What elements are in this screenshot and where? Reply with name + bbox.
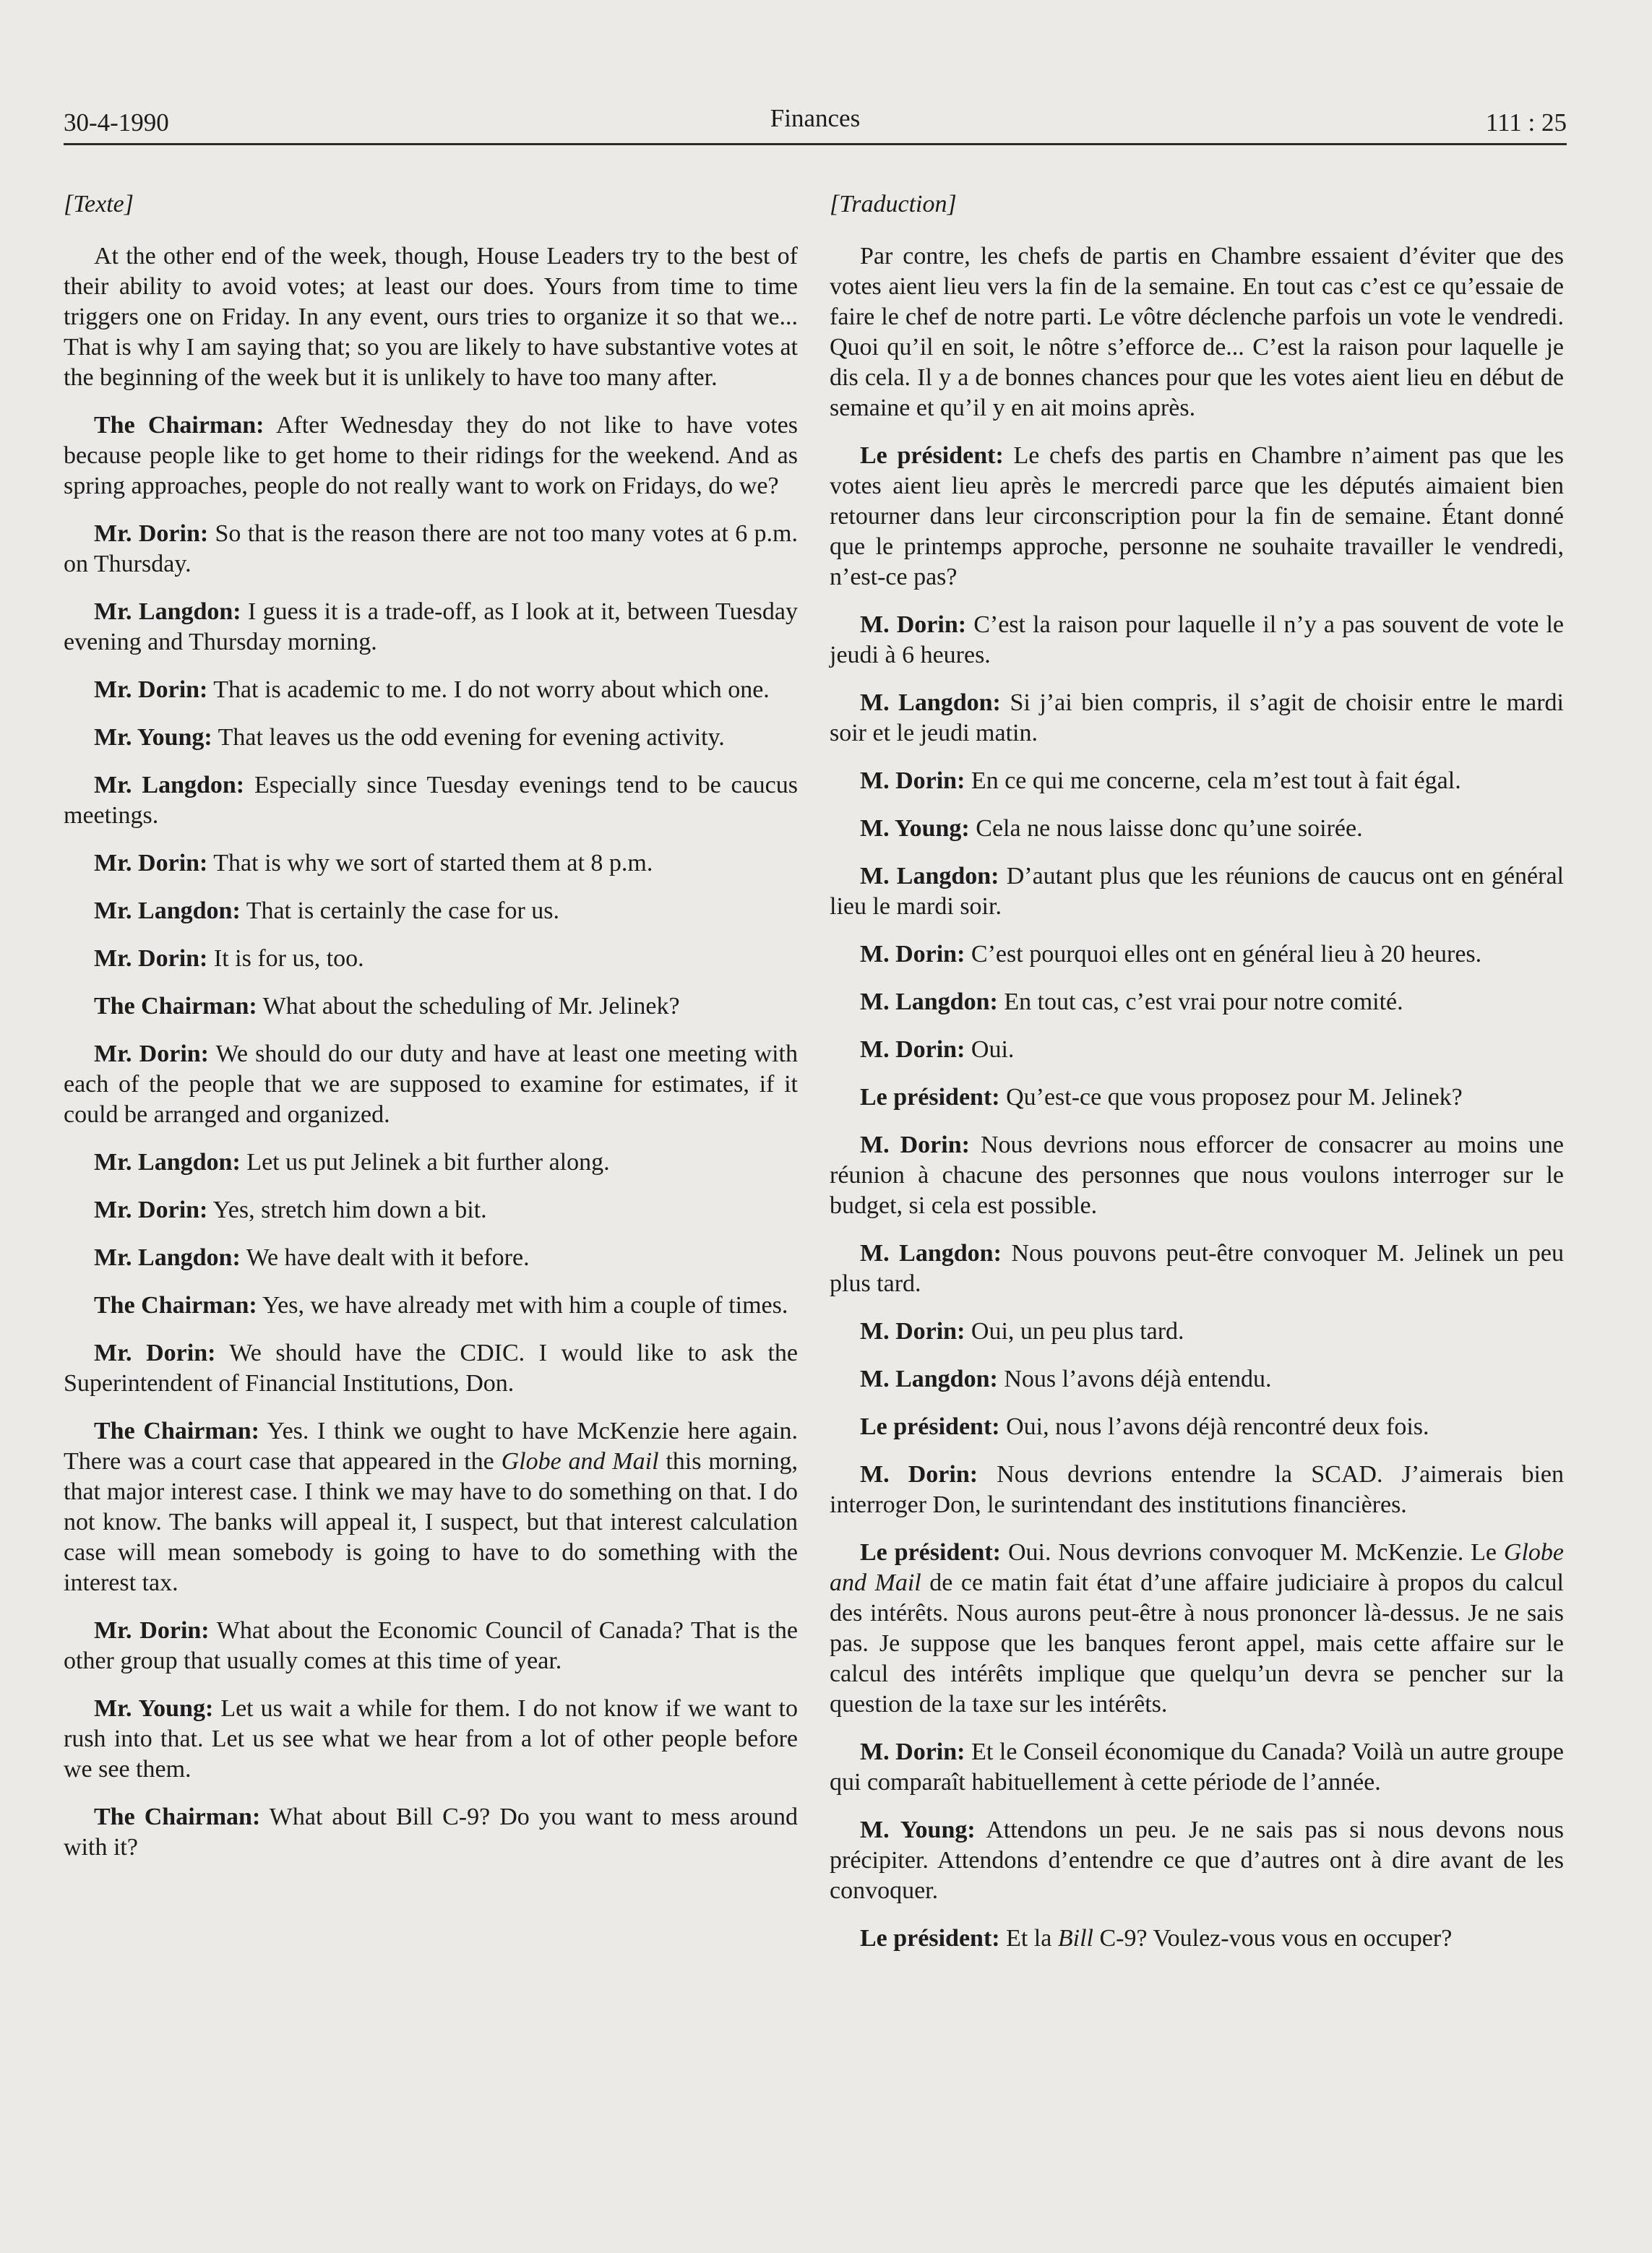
dialogue-paragraph bbox=[64, 991, 798, 1022]
speaker-name: M. Langdon: bbox=[860, 988, 998, 1015]
header-title: Finances bbox=[770, 104, 861, 132]
paragraph-text: Si j’ai bien compris, il s’agit de choisir entre le mardi soir et le jeudi matin. bbox=[830, 689, 1565, 746]
dialogue-paragraph bbox=[64, 1694, 798, 1785]
dialogue-paragraph bbox=[64, 723, 798, 753]
dialogue-paragraph bbox=[830, 1460, 1564, 1520]
paragraph-text: Especially since Tuesday evenings tend to be caucus meetings. bbox=[64, 772, 799, 829]
dialogue-paragraph bbox=[64, 597, 798, 658]
speaker-name: Le président: bbox=[860, 442, 1004, 469]
speaker-name: Mr. Dorin: bbox=[94, 1197, 208, 1223]
dialogue-paragraph bbox=[64, 1039, 798, 1130]
speaker-name: M. Dorin: bbox=[860, 611, 967, 638]
paragraph-text: Yes. I think we ought to have McKenzie here again. There was a court case that appeared in the Globe and Mail this morning, that major interest case. I think we may have to do something on that. I do not know. The banks will appeal it, I suspect, but that interest calculation case will mean somebody is going to have to do something with the interest tax. bbox=[64, 1418, 798, 1596]
paragraph-text: Par contre, les chefs de partis en Chambre essaient d’éviter que des votes aient lieu vers la fin de la semaine. En tout cas c’est ce qu’essaie de faire le chef de notre parti. Le vôtre déclenche parfois un vote le vendredi. Quoi qu’il en soit, le nôtre s’efforce de... C’est la raison pour laquelle je dis cela. Il y a de bonnes chances pour que les votes aient lieu en début de semaine et qu’il y en ait moins après. bbox=[830, 243, 1564, 421]
dialogue-paragraph bbox=[64, 848, 798, 879]
dialogue-paragraph bbox=[64, 1195, 798, 1225]
dialogue-paragraph bbox=[64, 1147, 798, 1178]
page-header bbox=[64, 104, 1567, 145]
dialogue-paragraph bbox=[830, 688, 1564, 749]
speaker-name: M. Young: bbox=[860, 1817, 976, 1843]
dialogue-paragraph bbox=[830, 241, 1564, 423]
speaker-name: Mr. Dorin: bbox=[94, 945, 208, 972]
dialogue-paragraph bbox=[830, 610, 1564, 671]
paragraph-text: Le chefs des partis en Chambre n’aiment pas que les votes aient lieu après le mercredi parce que les députés aimaient bien retourner dans leur circonscription pour la fin de semaine. Étant donné que le printemps approche, personne ne souhaite travailler le vendredi, n’est-ce pas? bbox=[830, 442, 1564, 590]
paragraph-text: We should do our duty and have at least one meeting with each of the people that we are supposed to examine for estimates, if it could be arranged and organized. bbox=[64, 1041, 798, 1128]
speaker-name: M. Dorin: bbox=[860, 767, 965, 794]
paragraph-text: C’est pourquoi elles ont en général lieu à 20 heures. bbox=[971, 941, 1482, 968]
dialogue-paragraph bbox=[830, 766, 1564, 796]
speaker-name: M. Dorin: bbox=[860, 1132, 970, 1158]
paragraph-text: Oui. bbox=[971, 1036, 1015, 1063]
dialogue-paragraph bbox=[64, 1291, 798, 1321]
dialogue-paragraph bbox=[64, 410, 798, 501]
paragraph-text: We should have the CDIC. I would like to ask the Superintendent of Financial Institutions, Don. bbox=[64, 1340, 799, 1397]
paragraph-text: Yes, stretch him down a bit. bbox=[212, 1197, 487, 1223]
dialogue-paragraph bbox=[830, 1238, 1564, 1299]
speaker-name: M. Dorin: bbox=[860, 941, 965, 968]
speaker-name: Mr. Dorin: bbox=[94, 1340, 216, 1366]
paragraph-text: What about Bill C-9? Do you want to mess around with it? bbox=[64, 1804, 799, 1861]
dialogue-paragraph bbox=[64, 1243, 798, 1273]
dialogue-paragraph bbox=[830, 939, 1564, 970]
paragraph-text: D’autant plus que les réunions de caucus ont en général lieu le mardi soir. bbox=[830, 863, 1564, 920]
paragraph-text: Oui, un peu plus tard. bbox=[971, 1318, 1184, 1345]
paragraph-text: Nous pouvons peut-être convoquer M. Jelinek un peu plus tard. bbox=[830, 1240, 1564, 1297]
speaker-name: M. Langdon: bbox=[860, 689, 1001, 716]
paragraph-text: That is certainly the case for us. bbox=[246, 897, 560, 924]
dialogue-paragraph bbox=[64, 1802, 798, 1863]
dialogue-paragraph bbox=[830, 987, 1564, 1017]
paragraph-text: Nous l’avons déjà entendu. bbox=[1004, 1366, 1272, 1392]
speaker-name: M. Dorin: bbox=[860, 1036, 965, 1063]
speaker-name: Mr. Dorin: bbox=[94, 520, 209, 547]
paragraph-text: I guess it is a trade-off, as I look at it, between Tuesday evening and Thursday morning. bbox=[64, 598, 798, 655]
header-page-number: 111 : 25 bbox=[1485, 108, 1567, 137]
dialogue-paragraph bbox=[830, 1035, 1564, 1065]
speaker-name: Mr. Langdon: bbox=[94, 1149, 241, 1176]
speaker-name: M. Dorin: bbox=[860, 1318, 965, 1345]
english-column bbox=[64, 189, 798, 1880]
paragraph-text: En ce qui me concerne, cela m’est tout à fait égal. bbox=[971, 767, 1461, 794]
paragraph-text: C’est la raison pour laquelle il n’y a pas souvent de vote le jeudi à 6 heures. bbox=[830, 611, 1564, 668]
dialogue-paragraph bbox=[64, 1338, 798, 1399]
speaker-name: Mr. Langdon: bbox=[94, 897, 241, 924]
paragraph-text: Let us wait a while for them. I do not know if we want to rush into that. Let us see what we hear from a lot of other people before we see them. bbox=[64, 1695, 798, 1783]
speaker-name: The Chairman: bbox=[94, 412, 264, 439]
paragraph-text: It is for us, too. bbox=[213, 945, 364, 972]
speaker-name: Mr. Langdon: bbox=[94, 772, 245, 798]
speaker-name: M. Young: bbox=[860, 815, 970, 842]
header-rule bbox=[64, 143, 1567, 145]
speaker-name: Le président: bbox=[860, 1925, 1000, 1952]
dialogue-paragraph bbox=[830, 861, 1564, 922]
speaker-name: Le président: bbox=[860, 1084, 1000, 1111]
speaker-name: The Chairman: bbox=[94, 1292, 257, 1319]
speaker-name: Mr. Dorin: bbox=[94, 850, 208, 876]
paragraph-text: Attendons un peu. Je ne sais pas si nous devons nous précipiter. Attendons d’entendre ce que d’autres ont à dire avant de les convoquer. bbox=[830, 1817, 1564, 1904]
speaker-name: M. Langdon: bbox=[860, 1366, 998, 1392]
paragraph-text: Et le Conseil économique du Canada? Voilà un autre groupe qui comparaît habituellement à cette période de l’année. bbox=[830, 1739, 1564, 1796]
dialogue-paragraph bbox=[830, 1538, 1564, 1720]
speaker-name: Mr. Dorin: bbox=[94, 1617, 210, 1644]
paragraph-text: Nous devrions entendre la SCAD. J’aimerais bien interroger Don, le surintendant des institutions financières. bbox=[830, 1461, 1565, 1518]
speaker-name: Le président: bbox=[860, 1539, 1002, 1566]
dialogue-paragraph bbox=[64, 1616, 798, 1676]
speaker-name: Mr. Young: bbox=[94, 724, 212, 751]
dialogue-paragraph bbox=[64, 1416, 798, 1598]
dialogue-paragraph bbox=[830, 1737, 1564, 1798]
speaker-name: Le président: bbox=[860, 1413, 1000, 1440]
dialogue-paragraph bbox=[830, 1412, 1564, 1442]
paragraph-text: We have dealt with it before. bbox=[246, 1244, 530, 1271]
speaker-name: Mr. Dorin: bbox=[94, 676, 208, 703]
paragraph-text: Cela ne nous laisse donc qu’une soirée. bbox=[976, 815, 1363, 842]
paragraph-text: En tout cas, c’est vrai pour notre comité. bbox=[1004, 988, 1403, 1015]
french-column bbox=[830, 189, 1564, 1971]
dialogue-paragraph bbox=[830, 1815, 1564, 1906]
speaker-name: The Chairman: bbox=[94, 1804, 261, 1830]
speaker-name: M. Dorin: bbox=[860, 1739, 965, 1765]
paragraph-text: That is why we sort of started them at 8 p.m. bbox=[213, 850, 653, 876]
dialogue-paragraph bbox=[64, 944, 798, 974]
paragraph-text: Nous devrions nous efforcer de consacrer au moins une réunion à chacune des personnes que nous voulons interroger sur le budget, si cela est possible. bbox=[830, 1132, 1564, 1219]
paragraph-text: What about the scheduling of Mr. Jelinek? bbox=[262, 993, 680, 1020]
dialogue-paragraph bbox=[830, 814, 1564, 844]
speaker-name: M. Langdon: bbox=[860, 863, 999, 889]
paragraph-text: Let us put Jelinek a bit further along. bbox=[246, 1149, 610, 1176]
paragraph-text: Yes, we have already met with him a couple of times. bbox=[262, 1292, 788, 1319]
speaker-name: The Chairman: bbox=[94, 1418, 259, 1444]
section-tag: [Texte] bbox=[64, 191, 134, 217]
paragraph-text: So that is the reason there are not too many votes at 6 p.m. on Thursday. bbox=[64, 520, 799, 577]
speaker-name: M. Langdon: bbox=[860, 1240, 1002, 1267]
speaker-name: Mr. Langdon: bbox=[94, 1244, 241, 1271]
paragraph-text: Oui. Nous devrions convoquer M. McKenzie. Le Globe and Mail de ce matin fait état d’une affaire judiciaire à propos du calcul des intérêts. Nous aurons peut-être à nous prononcer là-dessus. Je ne sais pas. Je suppose que les banques feront appel, mais cette affaire sur le calcul des intérêts implique que quelqu’un devra se pencher sur la question de la taxe sur les intérêts. bbox=[830, 1539, 1565, 1718]
speaker-name: M. Dorin: bbox=[860, 1461, 978, 1488]
paragraph-text: Qu’est-ce que vous proposez pour M. Jelinek? bbox=[1006, 1084, 1463, 1111]
header-date: 30-4-1990 bbox=[64, 108, 169, 137]
dialogue-paragraph bbox=[830, 1130, 1564, 1221]
dialogue-paragraph bbox=[64, 675, 798, 705]
paragraph-text: At the other end of the week, though, House Leaders try to the best of their ability to avoid votes; at least our does. Yours from time to time triggers one on Friday. In any event, ours tries to organize it so that we... That is why I am saying that; so you are likely to have substantive votes at the beginning of the week but it is unlikely to have too many after. bbox=[64, 243, 798, 391]
dialogue-paragraph bbox=[830, 1082, 1564, 1113]
speaker-name: The Chairman: bbox=[94, 993, 257, 1020]
dialogue-paragraph bbox=[830, 1317, 1564, 1347]
dialogue-paragraph bbox=[64, 770, 798, 831]
speaker-name: Mr. Young: bbox=[94, 1695, 214, 1722]
dialogue-paragraph bbox=[830, 1364, 1564, 1395]
paragraph-text: What about the Economic Council of Canada? That is the other group that usually comes at this time of year. bbox=[64, 1617, 798, 1674]
dialogue-paragraph bbox=[64, 241, 798, 393]
dialogue-paragraph bbox=[830, 1924, 1564, 1954]
paragraph-text: That leaves us the odd evening for evening activity. bbox=[218, 724, 725, 751]
dialogue-paragraph bbox=[64, 896, 798, 926]
dialogue-paragraph bbox=[830, 441, 1564, 593]
paragraph-text: Et la Bill C-9? Voulez-vous vous en occuper? bbox=[1006, 1925, 1453, 1952]
paragraph-text: That is academic to me. I do not worry about which one. bbox=[213, 676, 770, 703]
paragraph-text: Oui, nous l’avons déjà rencontré deux fois. bbox=[1006, 1413, 1429, 1440]
paragraph-text: After Wednesday they do not like to have votes because people like to get home to their ridings for the weekend. And as spring approaches, people do not really want to work on Fridays, do we? bbox=[64, 412, 799, 499]
speaker-name: Mr. Langdon: bbox=[94, 598, 241, 625]
section-tag: [Traduction] bbox=[830, 191, 957, 217]
dialogue-paragraph bbox=[64, 519, 798, 580]
speaker-name: Mr. Dorin: bbox=[94, 1041, 210, 1067]
